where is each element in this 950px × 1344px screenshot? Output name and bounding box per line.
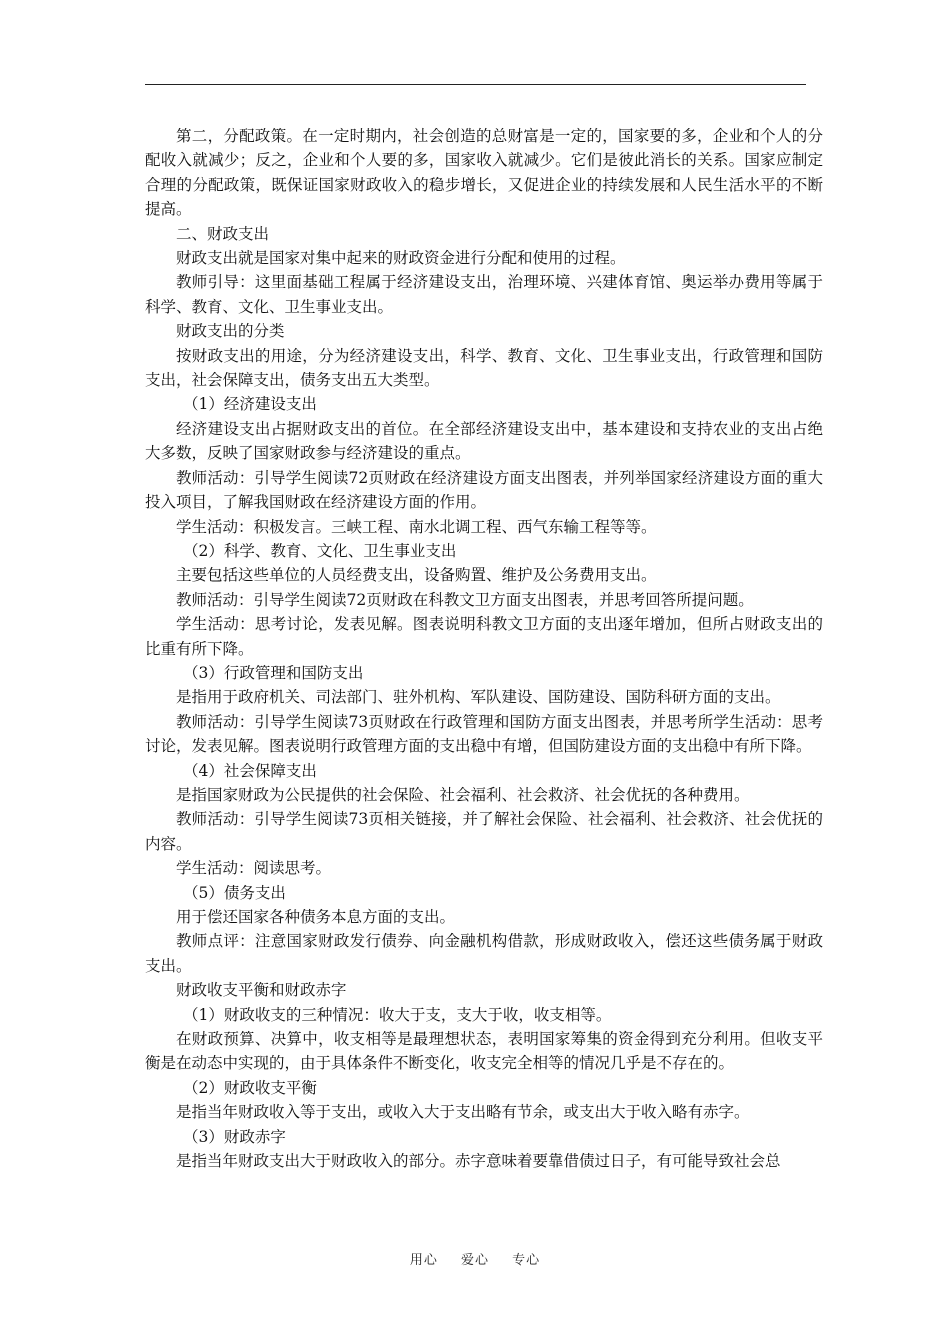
subsection-heading: （2）科学、教育、文化、卫生事业支出 [183,541,457,560]
paragraph: 是指国家财政为公民提供的社会保险、社会福利、社会救济、社会优抚的各种费用。 [176,785,750,804]
paragraph: 是指用于政府机关、司法部门、驻外机构、军队建设、国防建设、国防科研方面的支出。 [176,688,781,707]
paragraph: 用于偿还国家各种债务本息方面的支出。 [176,908,456,926]
footer-word: 爱心 [460,1253,489,1268]
subsection-heading: （4）社会保障支出 [183,761,317,780]
paragraph: 教师活动：引导学生阅读72页财政在科教文卫方面支出图表，并思考回答所提问题。 [176,590,754,609]
subsection-heading: （3）行政管理和国防支出 [183,663,364,682]
paragraph: 教师活动：引导学生阅读73页相关链接，并了解社会保险、社会福利、社会救济、社会优抚的内容。 [145,810,823,853]
subsection-heading: （1）经济建设支出 [183,395,317,414]
page-footer [0,1249,950,1268]
subsection-heading: （2）财政收支平衡 [183,1078,317,1097]
paragraph: 教师活动：引导学生阅读73页财政在行政管理和国防方面支出图表，并思考所学生活动：思考讨论，发表见解。图表说明行政管理方面的支出稳中有增，但国防建设方面的支出稳中有所下降。 [145,712,823,756]
document-body [145,124,823,1173]
paragraph: 教师点评：注意国家财政发行债券、向金融机构借款，形成财政收入，偿还这些债务属于财政支出。 [145,932,823,975]
paragraph: 学生活动：积极发言。三峡工程、南水北调工程、西气东输工程等等。 [176,517,657,536]
paragraph: 学生活动：阅读思考。 [176,859,332,878]
footer-word: 专心 [512,1253,541,1268]
paragraph: 经济建设支出占据财政支出的首位。在全部经济建设支出中，基本建设和支持农业的支出占绝大多数，反映了国家财政参与经济建设的重点。 [145,419,823,463]
header-rule [145,84,806,85]
paragraph: 在财政预算、决算中，收支相等是最理想状态，表明国家筹集的资金得到充分利用。但收支平衡是在动态中实现的，由于具体条件不断变化，收支完全相等的情况几乎是不存在的。 [145,1030,823,1073]
subsection-heading: （3）财政赤字 [183,1127,286,1146]
subsection-heading: （1）财政收支的三种情况：收大于支，支大于收，收支相等。 [183,1005,612,1024]
paragraph: 财政支出就是国家对集中起来的财政资金进行分配和使用的过程。 [176,249,626,268]
subsection-heading: （5）债务支出 [183,883,286,902]
paragraph: 按财政支出的用途，分为经济建设支出，科学、教育、文化、卫生事业支出，行政管理和国防支出，社会保障支出，债务支出五大类型。 [145,346,823,390]
paragraph: 教师活动：引导学生阅读72页财政在经济建设方面支出图表，并列举国家经济建设方面的重大投入项目，了解我国财政在经济建设方面的作用。 [145,468,823,512]
paragraph: 是指当年财政收入等于支出，或收入大于支出略有节余，或支出大于收入略有赤字。 [176,1103,750,1122]
paragraph: 主要包括这些单位的人员经费支出，设备购置、维护及公务费用支出。 [176,566,657,585]
paragraph: 财政支出的分类 [176,322,285,341]
paragraph: 学生活动：思考讨论，发表见解。图表说明科教文卫方面的支出逐年增加，但所占财政支出的比重有所下降。 [145,615,823,658]
footer-word: 用心 [409,1253,438,1268]
paragraph: 财政收支平衡和财政赤字 [176,981,347,1000]
paragraph: 二、财政支出 [176,224,270,243]
paragraph: 是指当年财政支出大于财政收入的部分。赤字意味着要靠借债过日子，有可能导致社会总 [176,1152,781,1171]
paragraph: 第二，分配政策。在一定时期内，社会创造的总财富是一定的，国家要的多，企业和个人的分配收入就减少；反之，企业和个人要的多，国家收入就减少。它们是彼此消长的关系。国家应制定合理的分配政策，既保证国家财政收入的稳步增长，又促进企业的持续发展和人民生活水平的不断提高。 [145,127,823,219]
paragraph: 教师引导：这里面基础工程属于经济建设支出，治理环境、兴建体育馆、奥运举办费用等属于科学、教育、文化、卫生事业支出。 [145,273,823,316]
